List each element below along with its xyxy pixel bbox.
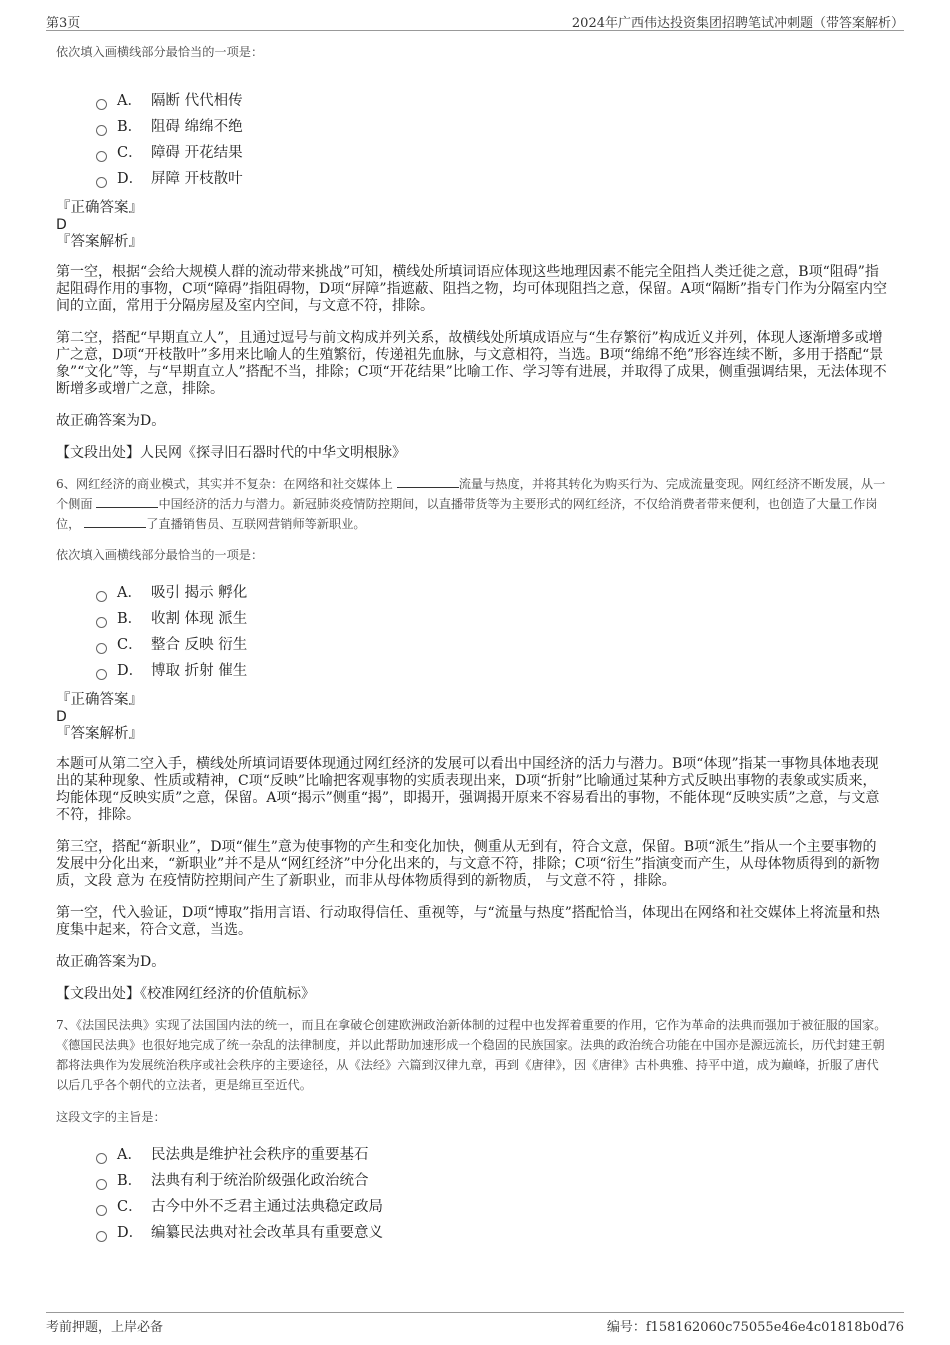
q5-answer-label: 『正确答案』 [56,200,143,216]
q7-option-a[interactable]: A． 民法典是维护社会秩序的重要基石 [96,1142,890,1168]
q7-stem: 7、《法国民法典》实现了法国国内法的统一，而且在拿破仑创建欧洲政治新体制的过程中也发挥着重要的作用，它作为革命的法典而强加于被征服的国家。《德国民法典》也很好地完成了统一杂乱的法律制度，并以此帮助加速形成一个稳固的民族国家。法典的政治统合功能在中国亦是源远流长，历代封建王朝都将法典作为发展统治秩序或社会秩序的主要途径，从《法经》六篇到汉律九章，再到《唐律》，因《唐律》古朴典雅、持平中道，成为巅峰，折服了唐代以后几乎各个朝代的立法者，更是绵亘至近代。 [56,1018,887,1092]
radio-icon[interactable] [96,643,107,654]
q5-answer: D [56,217,67,233]
q5-option-c[interactable]: C． 障碍 开花结果 [96,140,890,166]
radio-icon[interactable] [96,177,107,188]
document-id: 编号：f158162060c75055e46e4c01818b0d76 [606,1320,904,1335]
q6-option-c[interactable]: C． 整合 反映 衍生 [96,632,890,658]
q5-analysis-label: 『答案解析』 [56,234,143,250]
q6-options [96,580,890,684]
q5-prompt: 依次填入画横线部分最恰当的一项是： [56,45,264,59]
page-header [46,0,904,31]
radio-icon[interactable] [96,125,107,136]
q5-options [96,88,890,192]
q6-option-d[interactable]: D． 博取 折射 催生 [96,658,890,684]
q7-option-b[interactable]: B． 法典有利于统治阶级强化政治统合 [96,1168,890,1194]
radio-icon[interactable] [96,1153,107,1164]
q6-source: 【文段出处】《校准网红经济的价值航标》 [56,986,315,1002]
q5-conclusion: 故正确答案为D。 [56,413,166,429]
q6-prompt: 依次填入画横线部分最恰当的一项是： [56,548,264,562]
blank-line [397,475,459,488]
footer-slogan: 考前押题，上岸必备 [46,1320,164,1335]
q7-prompt: 这段文字的主旨是： [56,1110,166,1124]
radio-icon[interactable] [96,1179,107,1190]
blank-line [84,515,146,528]
q5-option-d[interactable]: D． 屏障 开枝散叶 [96,166,890,192]
q7-option-c[interactable]: C． 古今中外不乏君主通过法典稳定政局 [96,1194,890,1220]
q6-conclusion: 故正确答案为D。 [56,954,166,970]
q5-analysis-p2: 第二空，搭配“早期直立人”，且通过逗号与前文构成并列关系，故横线处所填成语应与“生存繁衍”构成近义并列，体现人逐渐增多或增广之意，D项“开枝散叶”多用来比喻人的生殖繁衍，传递祖先血脉，与文意相符，当选。B项“绵绵不绝”形容连续不断，多用于搭配“景象”“文化”等，与“早期直立人”搭配不当，排除；C项“开花结果”比喻工作、学习等有进展，并取得了成果，侧重强调结果，无法体现不断增多或增广之意，排除。 [56,330,887,397]
q5-source: 【文段出处】人民网《探寻旧石器时代的中华文明根脉》 [56,445,406,461]
q6-stem: 6、网红经济的商业模式，其实并不复杂：在网络和社交媒体上 流量与热度，并将其转化为购买行为、完成流量变现。网红经济不断发展，从一个侧面 中国经济的活力与潜力。新冠肺炎疫情防控期间，以直播带货等为主要形式的网红经济，不仅给消费者带来便利，也创造了大量工作岗位， 了直播销售员、互联网营销师等新职业。 [56,477,886,531]
radio-icon[interactable] [96,1231,107,1242]
radio-icon[interactable] [96,99,107,110]
q6-analysis-label: 『答案解析』 [56,726,143,742]
radio-icon[interactable] [96,151,107,162]
radio-icon[interactable] [96,669,107,680]
page-number: 第3页 [46,16,81,31]
radio-icon[interactable] [96,591,107,602]
blank-line [96,495,158,508]
document-title: 2024年广西伟达投资集团招聘笔试冲刺题（带答案解析） [571,16,904,31]
q6-analysis-p1: 本题可从第二空入手，横线处所填词语要体现通过网红经济的发展可以看出中国经济的活力与潜力。B项“体现”指某一事物具体地表现出的某种现象、性质或精神，C项“反映”比喻把客观事物的实质表现出来，D项“折射”比喻通过某种方式反映出事物的表象或实质来，均能体现“反映实质”之意，保留。A项“揭示”侧重“揭”，即揭开，强调揭开原来不容易看出的事物，不能体现“反映实质”之意，与文意不符，排除。 [56,756,880,823]
q6-answer: D [56,709,67,725]
q6-answer-label: 『正确答案』 [56,692,143,708]
q6-option-a[interactable]: A． 吸引 揭示 孵化 [96,580,890,606]
q5-option-b[interactable]: B． 阻碍 绵绵不绝 [96,114,890,140]
q5-analysis-p1: 第一空，根据“会给大规模人群的流动带来挑战”可知，横线处所填词语应体现这些地理因素不能完全阻挡人类迁徙之意，B项“阻碍”指起阻碍作用的事物，C项“障碍”指阻碍物，D项“屏障”指遮蔽、阻挡之物，均可体现阻挡之意，保留。A项“隔断”指专门作为分隔室内空间的立面，常用于分隔房屋及室内空间，与文意不符，排除。 [56,264,887,314]
q7-option-d[interactable]: D． 编纂民法典对社会改革具有重要意义 [96,1220,890,1246]
q6-analysis-p3: 第一空，代入验证，D项“博取”指用言语、行动取得信任、重视等，与“流量与热度”搭配恰当，体现出在网络和社交媒体上将流量和热度集中起来，符合文意，当选。 [56,905,880,938]
document-body [56,42,890,1246]
radio-icon[interactable] [96,617,107,628]
page-footer [46,1312,904,1335]
radio-icon[interactable] [96,1205,107,1216]
q6-analysis-p2: 第三空，搭配“新职业”，D项“催生”意为使事物的产生和变化加快，侧重从无到有，符合文意，保留。B项“派生”指从一个主要事物的发展中分化出来，“新职业”并不是从“网红经济”中分化出来的，与文意不符，排除；C项“衍生”指演变而产生，从母体物质得到的新物质，文段 意为 在疫情防控期间产生了新职业，而非从母体物质得到的新物质， 与文意不符 ，排除。 [56,839,880,889]
q6-option-b[interactable]: B． 收割 体现 派生 [96,606,890,632]
q7-options [96,1142,890,1246]
q5-option-a[interactable]: A． 隔断 代代相传 [96,88,890,114]
